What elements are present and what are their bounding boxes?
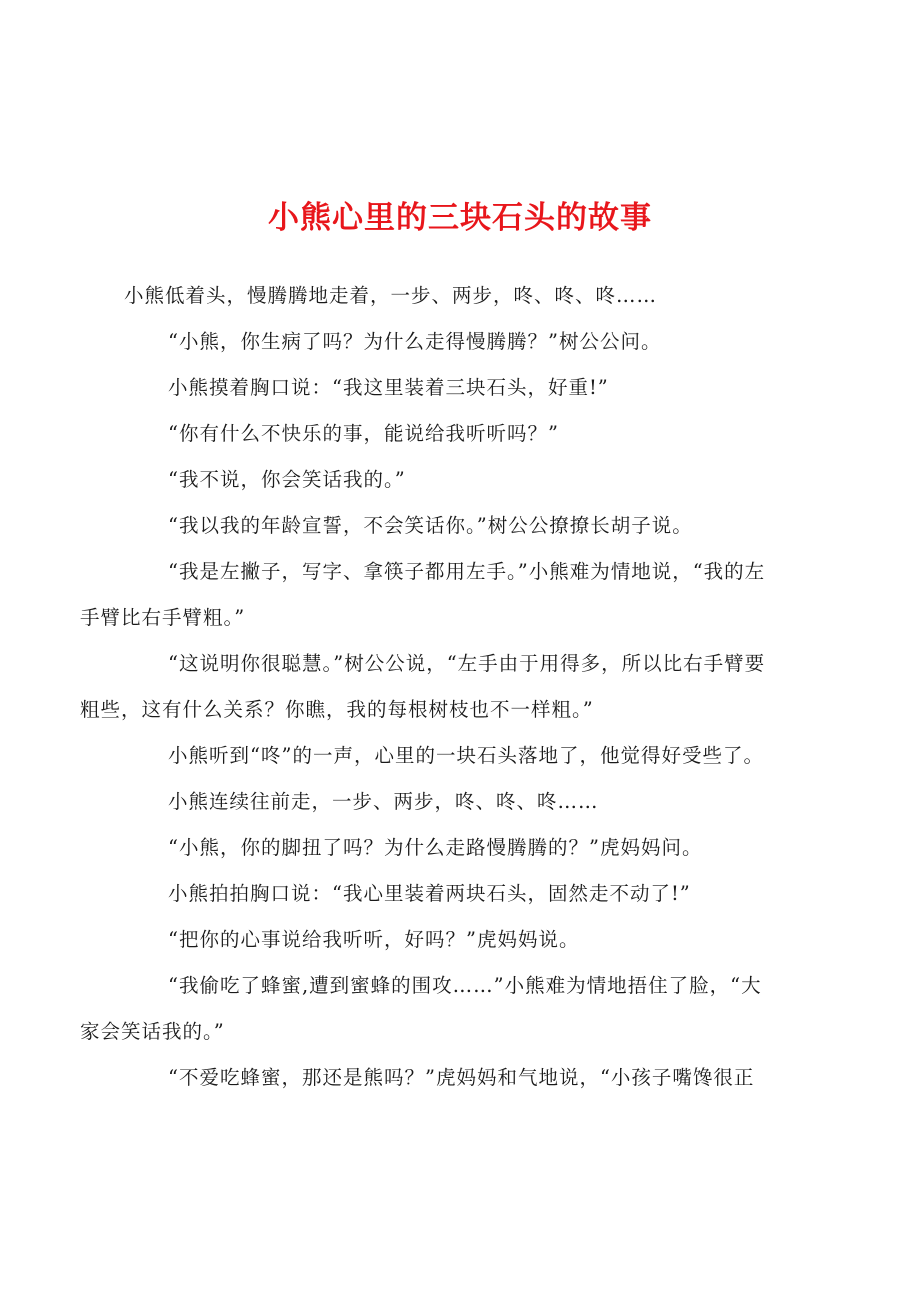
story-paragraph <box>124 924 814 955</box>
story-paragraph <box>124 1062 814 1093</box>
story-paragraph <box>124 878 814 909</box>
paragraph-line: 家会笑话我的。” <box>80 1020 225 1043</box>
paragraph-line: 手臂比右手臂粗。” <box>80 606 246 629</box>
story-paragraph <box>80 648 814 725</box>
story-paragraph <box>124 464 814 495</box>
story-body <box>80 280 814 1108</box>
paragraph-line: 小熊听到“咚”的一声，心里的一块石头落地了，他觉得好受些了。 <box>168 744 764 767</box>
story-paragraph <box>124 418 814 449</box>
story-paragraph <box>124 280 814 311</box>
paragraph-line: “我是左撇子，写字、拿筷子都用左手。”小熊难为情地说，“我的左 <box>168 560 766 583</box>
paragraph-line: “你有什么不快乐的事，能说给我听听吗？” <box>168 422 559 445</box>
paragraph-line: “小熊，你的脚扭了吗？为什么走路慢腾腾的？”虎妈妈问。 <box>168 836 703 859</box>
paragraph-line: “我偷吃了蜂蜜,遭到蜜蜂的围攻……”小熊难为情地捂住了脸，“大 <box>168 974 762 997</box>
paragraph-line: 小熊摸着胸口说：“我这里装着三块石头，好重!” <box>168 376 609 399</box>
paragraph-line: 小熊低着头，慢腾腾地走着，一步、两步，咚、咚、咚…… <box>124 284 658 307</box>
story-paragraph <box>80 970 814 1047</box>
paragraph-line: “这说明你很聪慧。”树公公说，“左手由于用得多，所以比右手臂要 <box>168 652 766 675</box>
paragraph-line: “小熊，你生病了吗？为什么走得慢腾腾？”树公公问。 <box>168 330 662 353</box>
story-paragraph <box>124 510 814 541</box>
paragraph-line: “把你的心事说给我听听，好吗？”虎妈妈说。 <box>168 928 580 951</box>
page-title: 小熊心里的三块石头的故事 <box>268 200 652 236</box>
story-paragraph <box>80 556 814 633</box>
story-paragraph <box>124 832 814 863</box>
paragraph-line: “我以我的年龄宣誓，不会笑话你。”树公公撩撩长胡子说。 <box>168 514 693 537</box>
story-paragraph <box>124 740 814 771</box>
paragraph-line: 粗些，这有什么关系？你瞧，我的每根树枝也不一样粗。” <box>80 698 594 721</box>
paragraph-line: “不爱吃蜂蜜，那还是熊吗？”虎妈妈和气地说，“小孩子嘴馋很正 <box>168 1066 755 1089</box>
paragraph-line: 小熊拍拍胸口说：“我心里装着两块石头，固然走不动了!” <box>168 882 691 905</box>
story-paragraph <box>124 326 814 357</box>
paragraph-line: “我不说，你会笑话我的。” <box>168 468 406 491</box>
story-paragraph <box>124 786 814 817</box>
paragraph-line: 小熊连续往前走，一步、两步，咚、咚、咚…… <box>168 790 599 813</box>
story-paragraph <box>124 372 814 403</box>
